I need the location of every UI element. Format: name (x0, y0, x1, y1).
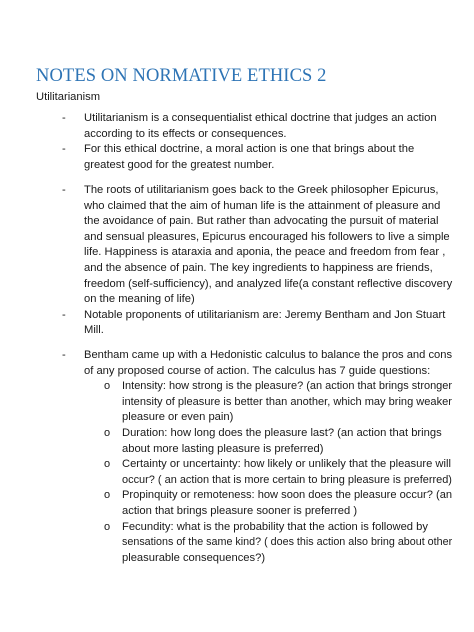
bullet-line: Notable proponents of utilitarianism are: Jeremy Bentham and Jon Stuart (84, 308, 446, 321)
circle-bullet-icon: o (104, 427, 111, 439)
bullet-line: life. Happiness is ataraxia and aponia, the peace and freedom from fear , (84, 246, 446, 259)
subbullet-line: Fecundity: what is the probability that the action is followed by (122, 520, 428, 533)
dash-bullet-icon: - (62, 308, 66, 321)
subbullet-line: Intensity: how strong is the pleasure? (an action that brings stronger (122, 380, 453, 393)
subbullet-line: Propinquity or remoteness: how soon does the pleasure occur? (an (122, 489, 453, 502)
subbullet-line: occur? ( an action that is more certain to bring pleasure is preferred) (122, 473, 452, 486)
subbullet-line: about more lasting pleasure is preferred) (122, 442, 324, 455)
bullet-line: freedom (self-sufficiency), and analyzed life(a constant reflective discovery (84, 277, 453, 290)
subbullet-line: Duration: how long does the pleasure last? (an action that brings (122, 427, 442, 439)
bullet-line: Utilitarianism is a consequentialist ethical doctrine that judges an action (84, 112, 437, 124)
bullet-line: The roots of utilitarianism goes back to the Greek philosopher Epicurus, (84, 184, 439, 196)
subbullet-line: pleasurable consequences?) (122, 551, 266, 564)
subbullet-line: Certainty or uncertainty: how likely or unlikely that the pleasure will (122, 458, 451, 471)
document-title: NOTES ON NORMATIVE ETHICS 2 (36, 66, 327, 86)
circle-bullet-icon: o (104, 458, 111, 471)
bullet-line: who claimed that the aim of human life is the attainment of pleasure and (84, 199, 441, 212)
dash-bullet-icon: - (62, 184, 66, 196)
dash-bullet-icon: - (62, 349, 66, 361)
bullet-line: on the meaning of life) (84, 293, 195, 306)
bullet-line: and the absence of pain. The key ingredients to happiness are friends, (84, 262, 433, 274)
bullet-line: and sensual pleasures, Epicurus encouraged his followers to live a simple (84, 230, 450, 243)
subbullet-line: sensations of the same kind? ( does this action also bring about other (122, 536, 453, 549)
subbullet-line: pleasure or even pain) (122, 411, 234, 424)
dash-bullet-icon: - (62, 112, 66, 124)
circle-bullet-icon: o (104, 489, 111, 502)
bullet-line: Mill. (84, 324, 104, 337)
bullet-line: according to its effects or consequences. (84, 127, 287, 140)
bullet-line: of any proposed course of action. The calculus has 7 guide questions: (84, 364, 431, 377)
bullet-line: greatest good for the greatest number. (84, 158, 275, 171)
dash-bullet-icon: - (62, 143, 66, 156)
circle-bullet-icon: o (104, 380, 111, 393)
subbullet-line: action that brings pleasure sooner is preferred ) (122, 505, 358, 517)
bullet-line: the avoidance of pain. But rather than advocating the pursuit of material (84, 215, 439, 228)
bullet-line: For this ethical doctrine, a moral action is one that brings about the (84, 143, 415, 156)
bullet-line: Bentham came up with a Hedonistic calculus to balance the pros and cons (84, 349, 453, 361)
section-heading: Utilitarianism (36, 91, 101, 103)
circle-bullet-icon: o (104, 520, 111, 533)
subbullet-line: intensity of pleasure is better than another, which may bring weaker (122, 395, 452, 408)
